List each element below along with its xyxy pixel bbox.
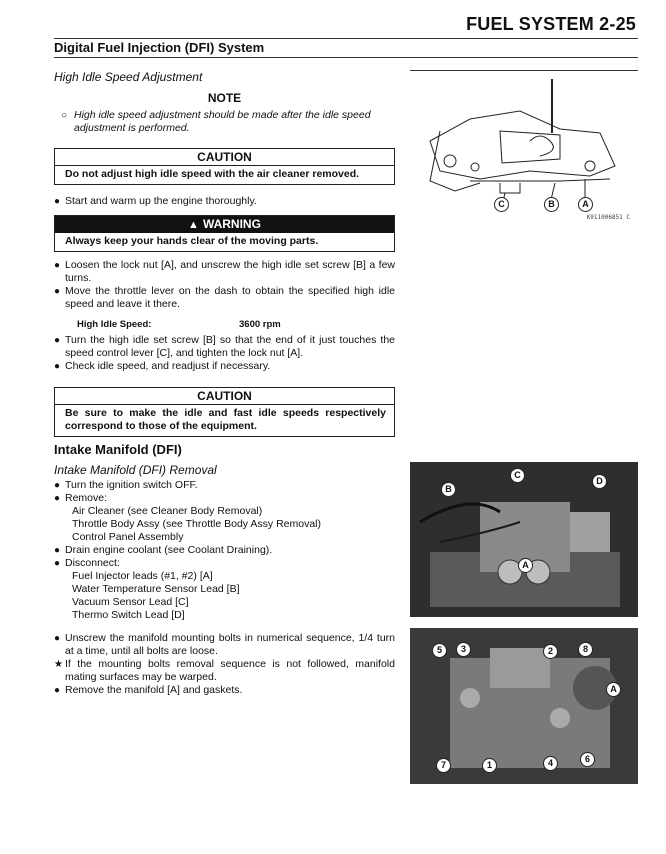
- callout-label: C: [494, 197, 509, 212]
- spec-row: [54, 318, 395, 331]
- step-text: Check idle speed, and readjust if necessary.: [65, 360, 271, 372]
- step-text: Drain engine coolant (see Coolant Draining).: [65, 544, 273, 556]
- callout-label: A: [518, 558, 533, 573]
- caution-text: Do not adjust high idle speed with the air cleaner removed.: [65, 168, 360, 180]
- disconnect-item: Vacuum Sensor Lead [C]: [72, 596, 189, 608]
- note-title: NOTE: [207, 91, 242, 105]
- callout-label: B: [441, 482, 456, 497]
- callout-label: 2: [543, 644, 558, 659]
- callout-label: 3: [456, 642, 471, 657]
- throttle-linkage-drawing: [410, 71, 638, 226]
- callout-label: A: [578, 197, 593, 212]
- step-text: Start and warm up the engine thoroughly.: [65, 195, 257, 207]
- step-text: Disconnect:: [65, 557, 120, 569]
- remove-item: Control Panel Assembly: [72, 531, 184, 543]
- figure-code: K011006851 C: [586, 214, 630, 221]
- caution-text: Be sure to make the idle and fast idle speeds respectively correspond to those of the equipment.: [65, 407, 386, 432]
- callout-label: 6: [580, 752, 595, 767]
- warning-title: WARNING: [202, 217, 261, 231]
- note-block: [54, 109, 395, 135]
- star-note-text: If the mounting bolts removal sequence is not followed, manifold mating surfaces may be warped.: [65, 658, 395, 683]
- step-text: Move the throttle lever on the dash to obtain the specified high idle speed and leave it there.: [65, 285, 395, 310]
- step-text: Remove the manifold [A] and gaskets.: [65, 684, 243, 696]
- figure-intake-manifold-photo: [410, 462, 638, 617]
- manifold-steps-2: ● Unscrew the manifold mounting bolts in numerical sequence, 1/4 turn at a time, until all bolts are loose. ★ If the mounting bolts removal sequence is not followed, manifold mating surfaces may be warped. ● Remove the manifold [A] and gaskets.: [54, 632, 395, 696]
- remove-item: Air Cleaner (see Cleaner Body Removal): [72, 505, 263, 517]
- warning-box: [54, 215, 395, 252]
- callout-label: 1: [482, 758, 497, 773]
- caution-title: CAUTION: [55, 388, 394, 405]
- step-text: Turn the ignition switch OFF.: [65, 479, 198, 491]
- high-idle-steps: ● Loosen the lock nut [A], and unscrew the high idle set screw [B] a few turns. ● Move the throttle lever on the dash to obtain the specified high idle speed and leave it there.: [54, 259, 395, 310]
- remove-item: Throttle Body Assy (see Throttle Body Assy Removal): [72, 518, 321, 530]
- warning-title-bar: [55, 216, 394, 233]
- note-text: High idle speed adjustment should be made after the idle speed adjustment is performed.: [74, 109, 371, 134]
- callout-label: 4: [543, 756, 558, 771]
- high-idle-heading: High Idle Speed Adjustment: [54, 70, 203, 84]
- callout-label: B: [544, 197, 559, 212]
- warning-triangle-icon: ▲: [188, 219, 199, 231]
- high-idle-steps-2: ● Turn the high idle set screw [B] so that the end of it just touches the speed control lever [C], and tighten the lock nut [A]. ● Check idle speed, and readjust if necessary.: [54, 334, 395, 372]
- page-header-title: FUEL SYSTEM 2-25: [466, 14, 636, 34]
- section-rule: [54, 57, 638, 58]
- manifold-steps: ● Turn the ignition switch OFF. ● Remove: Air Cleaner (see Cleaner Body Removal) Throttle Body Assy (see Throttle Body Assy Removal) Control Panel Assembly ● Drain engine coolant (see Coolant Draining). ● Disconnect: Fuel Injector leads (#1, #2) [A] Water Temperature Sensor Lead [B] Vacuum Sensor Lead [C] Thermo Switch Lead [D]: [54, 479, 395, 622]
- caution-box-2: [54, 387, 395, 437]
- warning-text: Always keep your hands clear of the moving parts.: [65, 235, 319, 247]
- callout-label: 5: [432, 643, 447, 658]
- step-text: Remove:: [65, 492, 108, 504]
- callout-label: 8: [578, 642, 593, 657]
- callout-label: D: [592, 474, 607, 489]
- step-text: Turn the high idle set screw [B] so that the end of it just touches the speed control lever [C], and tighten the lock nut [A].: [65, 334, 395, 359]
- callout-label: A: [606, 682, 621, 697]
- caution-box-1: [54, 148, 395, 185]
- step-start-engine: ● Start and warm up the engine thoroughly.: [54, 195, 395, 208]
- callout-label: 7: [436, 758, 451, 773]
- spec-value: 3600 rpm: [239, 319, 281, 330]
- header-rule: [54, 38, 638, 39]
- manifold-heading: Intake Manifold (DFI): [54, 442, 182, 457]
- spec-label: High Idle Speed:: [77, 319, 152, 330]
- disconnect-item: Fuel Injector leads (#1, #2) [A]: [72, 570, 213, 582]
- manifold-removal-heading: Intake Manifold (DFI) Removal: [54, 463, 217, 477]
- caution-title: CAUTION: [55, 149, 394, 166]
- figure-manifold-bolts-photo: [410, 628, 638, 784]
- figure-high-idle-diagram: [410, 70, 638, 226]
- disconnect-item: Water Temperature Sensor Lead [B]: [72, 583, 240, 595]
- disconnect-item: Thermo Switch Lead [D]: [72, 609, 185, 621]
- circle-bullet-icon: ○: [60, 110, 68, 121]
- step-text: Unscrew the manifold mounting bolts in numerical sequence, 1/4 turn at a time, until all bolts are loose.: [65, 632, 395, 657]
- section-title: Digital Fuel Injection (DFI) System: [54, 40, 265, 55]
- step-text: Loosen the lock nut [A], and unscrew the high idle set screw [B] a few turns.: [65, 259, 395, 284]
- callout-label: C: [510, 468, 525, 483]
